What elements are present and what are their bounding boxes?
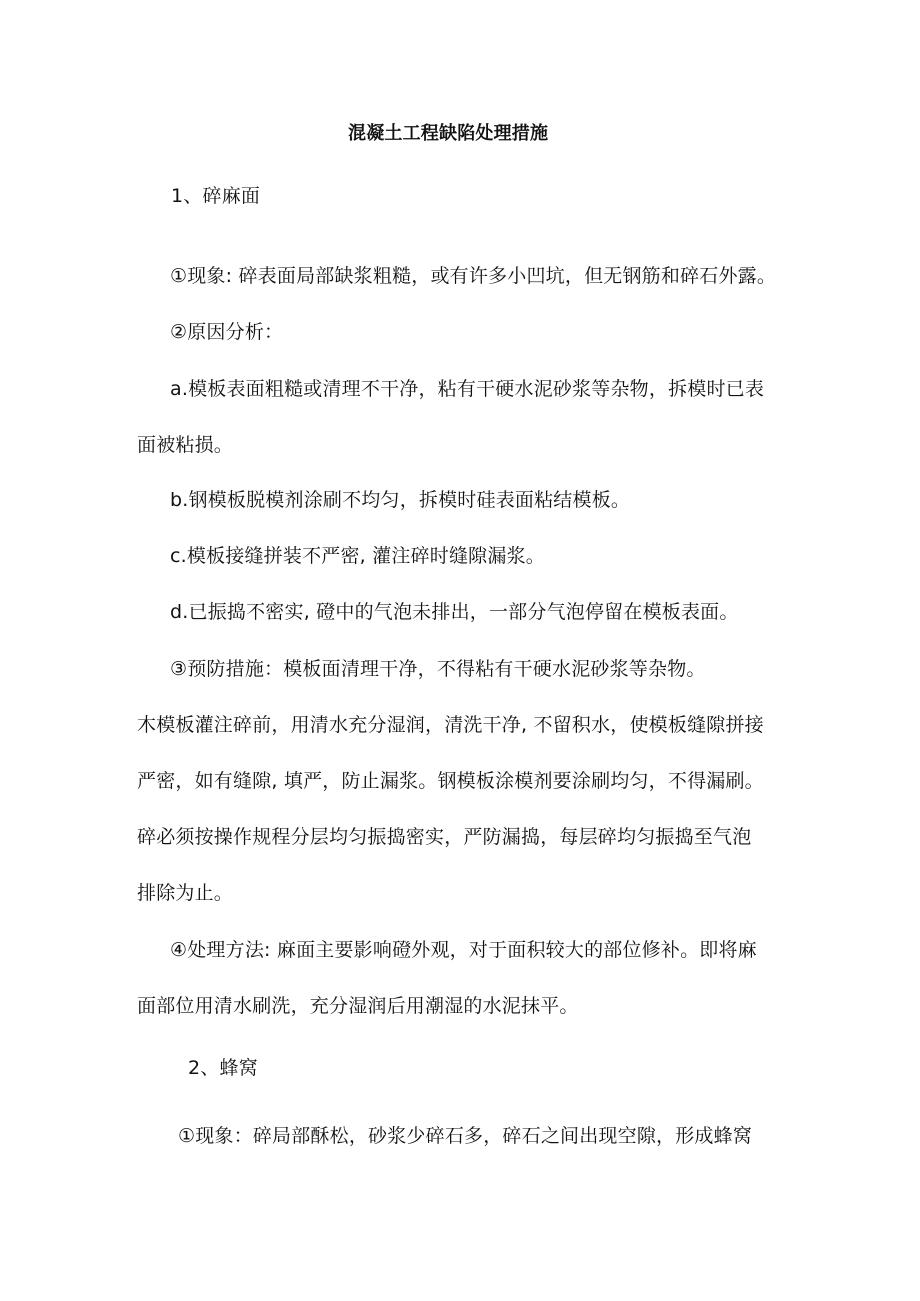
paragraph-line: ③预防措施：模板面清理干净，不得粘有干硬水泥砂浆等杂物。 <box>170 658 706 680</box>
paragraph-line: ①现象: 碎表面局部缺浆粗糙，或有许多小凹坑，但无钢筋和碎石外露。 <box>170 265 777 287</box>
paragraph-line: 木模板灌注碎前，用清水充分湿润，清洗干净, 不留积水，使模板缝隙拼接 <box>137 714 764 736</box>
paragraph-line: d.已振捣不密实, 磴中的气泡未排出，一部分气泡停留在模板表面。 <box>170 601 739 623</box>
paragraph-line: 排除为止。 <box>137 882 234 904</box>
section-heading-honeycomb: 2、蜂窝 <box>188 1057 258 1079</box>
paragraph-line: a.模板表面粗糙或清理不干净，粘有干硬水泥砂浆等杂物，拆模时已表 <box>170 378 765 400</box>
paragraph-line: 严密，如有缝隙, 填严，防止漏浆。钢模板涂模剂要涂刷均匀，不得漏刷。 <box>137 770 764 792</box>
paragraph-line: 面被粘损。 <box>137 434 234 456</box>
document-title: 混凝土工程缺陷处理措施 <box>348 123 549 144</box>
paragraph-line: ②原因分析： <box>170 321 284 343</box>
paragraph-line: ④处理方法: 麻面主要影响磴外观，对于面积较大的部位修补。即将麻 <box>170 939 757 961</box>
paragraph-line: 碎必须按操作规程分层均匀振捣密实，严防漏捣，每层碎均匀振捣至气泡 <box>137 826 752 848</box>
paragraph-line: b.钢模板脱模剂涂刷不均匀，拆模时硅表面粘结模板。 <box>170 489 631 511</box>
paragraph-line: 面部位用清水刷洗，充分湿润后用潮湿的水泥抹平。 <box>137 995 579 1017</box>
section-heading-pitted-surface: 1、碎麻面 <box>171 185 261 207</box>
paragraph-line: c.模板接缝拼装不严密, 灌注碎时缝隙漏浆。 <box>170 545 545 567</box>
paragraph-line: ①现象：碎局部酥松，砂浆少碎石多，碎石之间出现空隙，形成蜂窝 <box>178 1125 753 1147</box>
